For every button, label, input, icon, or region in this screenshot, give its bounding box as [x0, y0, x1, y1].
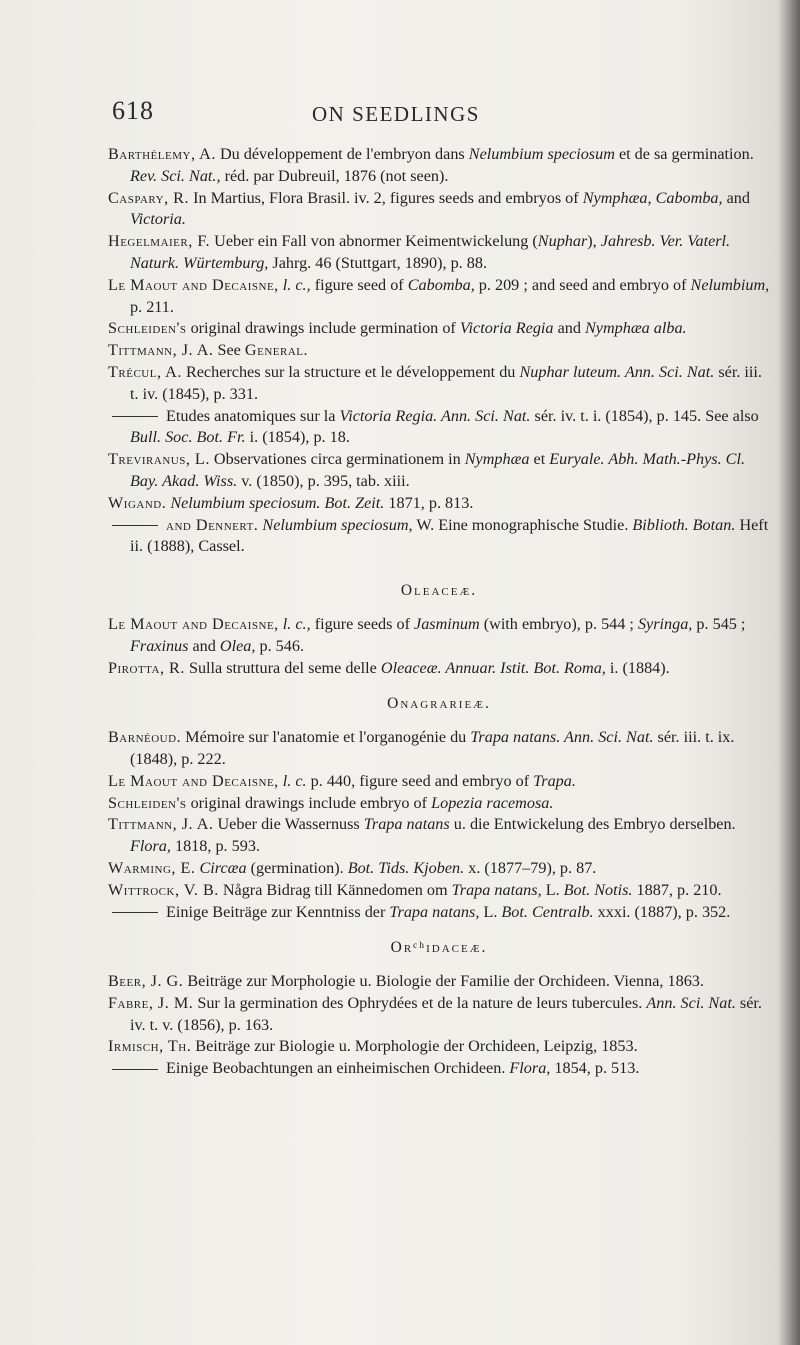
entry-author: Le Maout and Decaisne,: [108, 275, 279, 294]
bib-entry: Schleiden's original drawings include germination of Victoria Regia and Nymphæa alba.: [108, 319, 687, 338]
bib-entry: Pirotta, R. Sulla struttura del seme delle Oleaceæ. Annuar. Istit. Bot. Roma, i. (1884).: [108, 658, 670, 677]
bib-entry: Le Maout and Decaisne, l. c. p. 440, figure seed and embryo of Trapa.: [108, 771, 576, 790]
bib-entry: Einige Beiträge zur Kenntniss der Trapa natans, L. Bot. Centralb. xxxi. (1887), p. 352.: [108, 902, 770, 924]
entry-author: Barthélemy, A.: [108, 145, 216, 163]
section-heading-orchidaceae: Orᶜʰidaceæ.: [390, 939, 488, 957]
entry-author: Fabre, J. M.: [108, 993, 194, 1012]
bib-entry: Hegelmaier, F. Ueber ein Fall von abnormer Keimentwickelung (Nuphar), Jahresb. Ver. Vaterl. Naturk. Würtemburg, Jahrg. 46 (Stuttgart, 1890), p. 88.: [108, 232, 731, 272]
entry-author: Le Maout and Decaisne,: [108, 771, 279, 790]
bib-entry: Treviranus, L. Observationes circa germinationem in Nymphæa et Euryale. Abh. Math.-Phys. Cl. Bay. Akad. Wiss. v. (1850), p. 395, tab. xiii.: [108, 450, 746, 490]
bib-entry: Barnéoud. Mémoire sur l'anatomie et l'organogénie du Trapa natans. Ann. Sci. Nat. sér. iii. t. ix. (1848), p. 222.: [108, 728, 735, 768]
bib-entry: Barthélemy, A. Du développement de l'embryon dans Nelumbium speciosum et de sa germination. Rev. Sci. Nat., réd. par Dubreuil, 1876 (not seen).: [108, 145, 754, 185]
bibliography: [108, 144, 770, 1080]
bib-entry: Wigand. Nelumbium speciosum. Bot. Zeit. 1871, p. 813.: [108, 493, 474, 512]
ditto-dash: [112, 912, 158, 913]
bib-entry: Beer, J. G. Beiträge zur Morphologie u. Biologie der Familie der Orchideen. Vienna, 1863.: [108, 972, 704, 991]
bib-entry: Schleiden's original drawings include embryo of Lopezia racemosa.: [108, 793, 554, 812]
bib-entry: Caspary, R. In Martius, Flora Brasil. iv. 2, figures seeds and embryos of Nymphæa, Cabomba, and Victoria.: [108, 188, 750, 229]
bib-entry: Irmisch, Th. Beiträge zur Biologie u. Morphologie der Orchideen, Leipzig, 1853.: [108, 1037, 638, 1056]
bib-entry: Trécul, A. Recherches sur la structure et le développement du Nuphar luteum. Ann. Sci. Nat. sér. iii. t. iv. (1845), p. 331.: [108, 362, 762, 403]
entry-author: Trécul, A.: [108, 362, 182, 381]
bib-entry: and Dennert. Nelumbium speciosum, W. Eine monographische Studie. Biblioth. Botan. Heft ii. (1888), Cassel.: [108, 515, 770, 559]
entry-author: Hegelmaier, F.: [108, 232, 211, 251]
bib-entry: Etudes anatomiques sur la Victoria Regia. Ann. Sci. Nat. sér. iv. t. i. (1854), p. 145. See also Bull. Soc. Bot. Fr. i. (1854), p. 18.: [108, 406, 770, 450]
entry-author: Wittrock, V. B.: [108, 880, 219, 899]
bib-entry: Tittmann, J. A. See General.: [108, 341, 309, 360]
entry-author: Pirotta, R.: [108, 658, 185, 677]
page-edge-shadow: [778, 0, 800, 1345]
bib-entry: Le Maout and Decaisne, l. c., figure seed of Cabomba, p. 209 ; and seed and embryo of Nelumbium, p. 211.: [108, 275, 770, 316]
section-heading-onagrarieae: Onagrarieæ.: [387, 695, 491, 713]
bib-entry: Einige Beobachtungen an einheimischen Orchideen. Flora, 1854, p. 513.: [108, 1058, 770, 1080]
cross-reference: General.: [244, 341, 309, 360]
running-head: ON SEEDLINGS: [312, 102, 480, 126]
bib-entry: Fabre, J. M. Sur la germination des Ophrydées et de la nature de leurs tubercules. Ann. Sci. Nat. sér. iv. t. v. (1856), p. 163.: [108, 993, 762, 1034]
page-header: [112, 96, 752, 130]
ditto-dash: [112, 1069, 158, 1070]
entry-author: Schleiden's: [108, 319, 187, 338]
entry-author: Beer, J. G.: [108, 972, 184, 991]
entry-author: Le Maout and Decaisne,: [108, 614, 279, 633]
entry-author: Caspary, R.: [108, 188, 190, 207]
entry-author: Schleiden's: [108, 793, 187, 812]
entry-author: Wigand.: [108, 493, 167, 512]
ditto-dash: [112, 416, 158, 417]
entry-author: and Dennert.: [166, 515, 259, 534]
bib-entry: Le Maout and Decaisne, l. c., figure seeds of Jasminum (with embryo), p. 544 ; Syringa, p. 545 ; Fraxinus and Olea, p. 546.: [108, 614, 746, 655]
bib-entry: Wittrock, V. B. Några Bidrag till Kännedomen om Trapa natans, L. Bot. Notis. 1887, p. 210.: [108, 880, 722, 899]
entry-author: Irmisch, Th.: [108, 1037, 192, 1056]
entry-author: Tittmann, J. A.: [108, 815, 214, 834]
bib-entry: Tittmann, J. A. Ueber die Wassernuss Trapa natans u. die Entwickelung des Embryo derselben. Flora, 1818, p. 593.: [108, 815, 736, 856]
page-number: 618: [112, 96, 154, 125]
bib-entry: Warming, E. Circæa (germination). Bot. Tids. Kjoben. x. (1877–79), p. 87.: [108, 858, 597, 877]
entry-author: Barnéoud.: [108, 728, 182, 747]
section-heading-oleaceae: Oleaceæ.: [400, 582, 478, 600]
entry-author: Tittmann, J. A.: [108, 341, 214, 360]
entry-author: Treviranus, L.: [108, 450, 210, 469]
entry-author: Warming, E.: [108, 858, 196, 877]
ditto-dash: [112, 525, 158, 526]
